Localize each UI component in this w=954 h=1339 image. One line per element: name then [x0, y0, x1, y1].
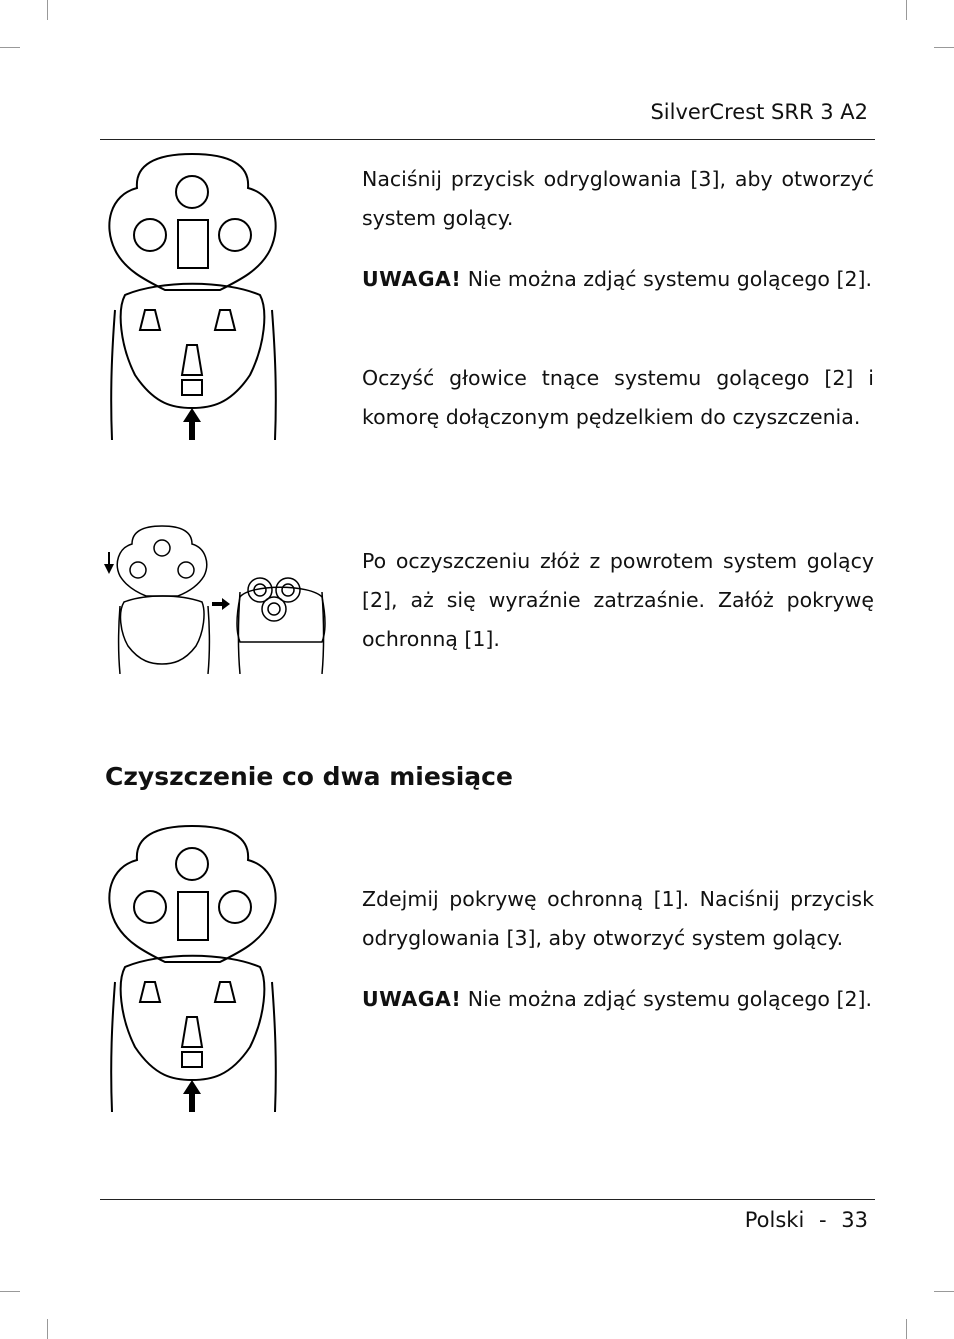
- warning-label: UWAGA!: [362, 267, 462, 291]
- warning-text: Nie można zdjąć systemu golącego [2].: [461, 987, 873, 1011]
- warning-paragraph: [362, 980, 874, 1019]
- shaver-open-illustration: [100, 822, 285, 1114]
- warning-label: UWAGA!: [362, 987, 462, 1011]
- warning-text: Nie można zdjąć systemu golącego [2].: [461, 267, 873, 291]
- page-number: 33: [841, 1208, 868, 1232]
- footer-separator: -: [819, 1208, 827, 1232]
- crop-mark: [0, 1291, 20, 1292]
- footer: [100, 1208, 868, 1232]
- crop-mark: [47, 0, 48, 20]
- crop-mark: [934, 1291, 954, 1292]
- crop-mark: [47, 1319, 48, 1339]
- header-title: SilverCrest SRR 3 A2: [650, 100, 868, 124]
- crop-mark: [906, 0, 907, 20]
- shaver-open-illustration: [100, 150, 285, 442]
- warning-paragraph: [362, 260, 874, 299]
- paragraph: Po oczyszczeniu złóż z powrotem system golący [2], aż się wyraźnie zatrzaśnie. Załóż pokrywę ochronną [1].: [362, 549, 874, 651]
- footer-language: Polski: [744, 1208, 805, 1232]
- paragraph: Naciśnij przycisk odryglowania [3], aby otworzyć system golący.: [362, 167, 874, 230]
- paragraph: Zdejmij pokrywę ochronną [1]. Naciśnij przycisk odryglowania [3], aby otworzyć system golący.: [362, 887, 874, 950]
- header-rule: [100, 139, 875, 140]
- crop-mark: [906, 1319, 907, 1339]
- crop-mark: [934, 47, 954, 48]
- section-heading: Czyszczenie co dwa miesiące: [105, 762, 513, 791]
- shaver-close-illustration: [100, 522, 328, 674]
- footer-rule: [100, 1199, 875, 1200]
- crop-mark: [0, 47, 20, 48]
- paragraph: Oczyść głowice tnące systemu golącego [2] i komorę dołączonym pędzelkiem do czyszczenia.: [362, 366, 874, 429]
